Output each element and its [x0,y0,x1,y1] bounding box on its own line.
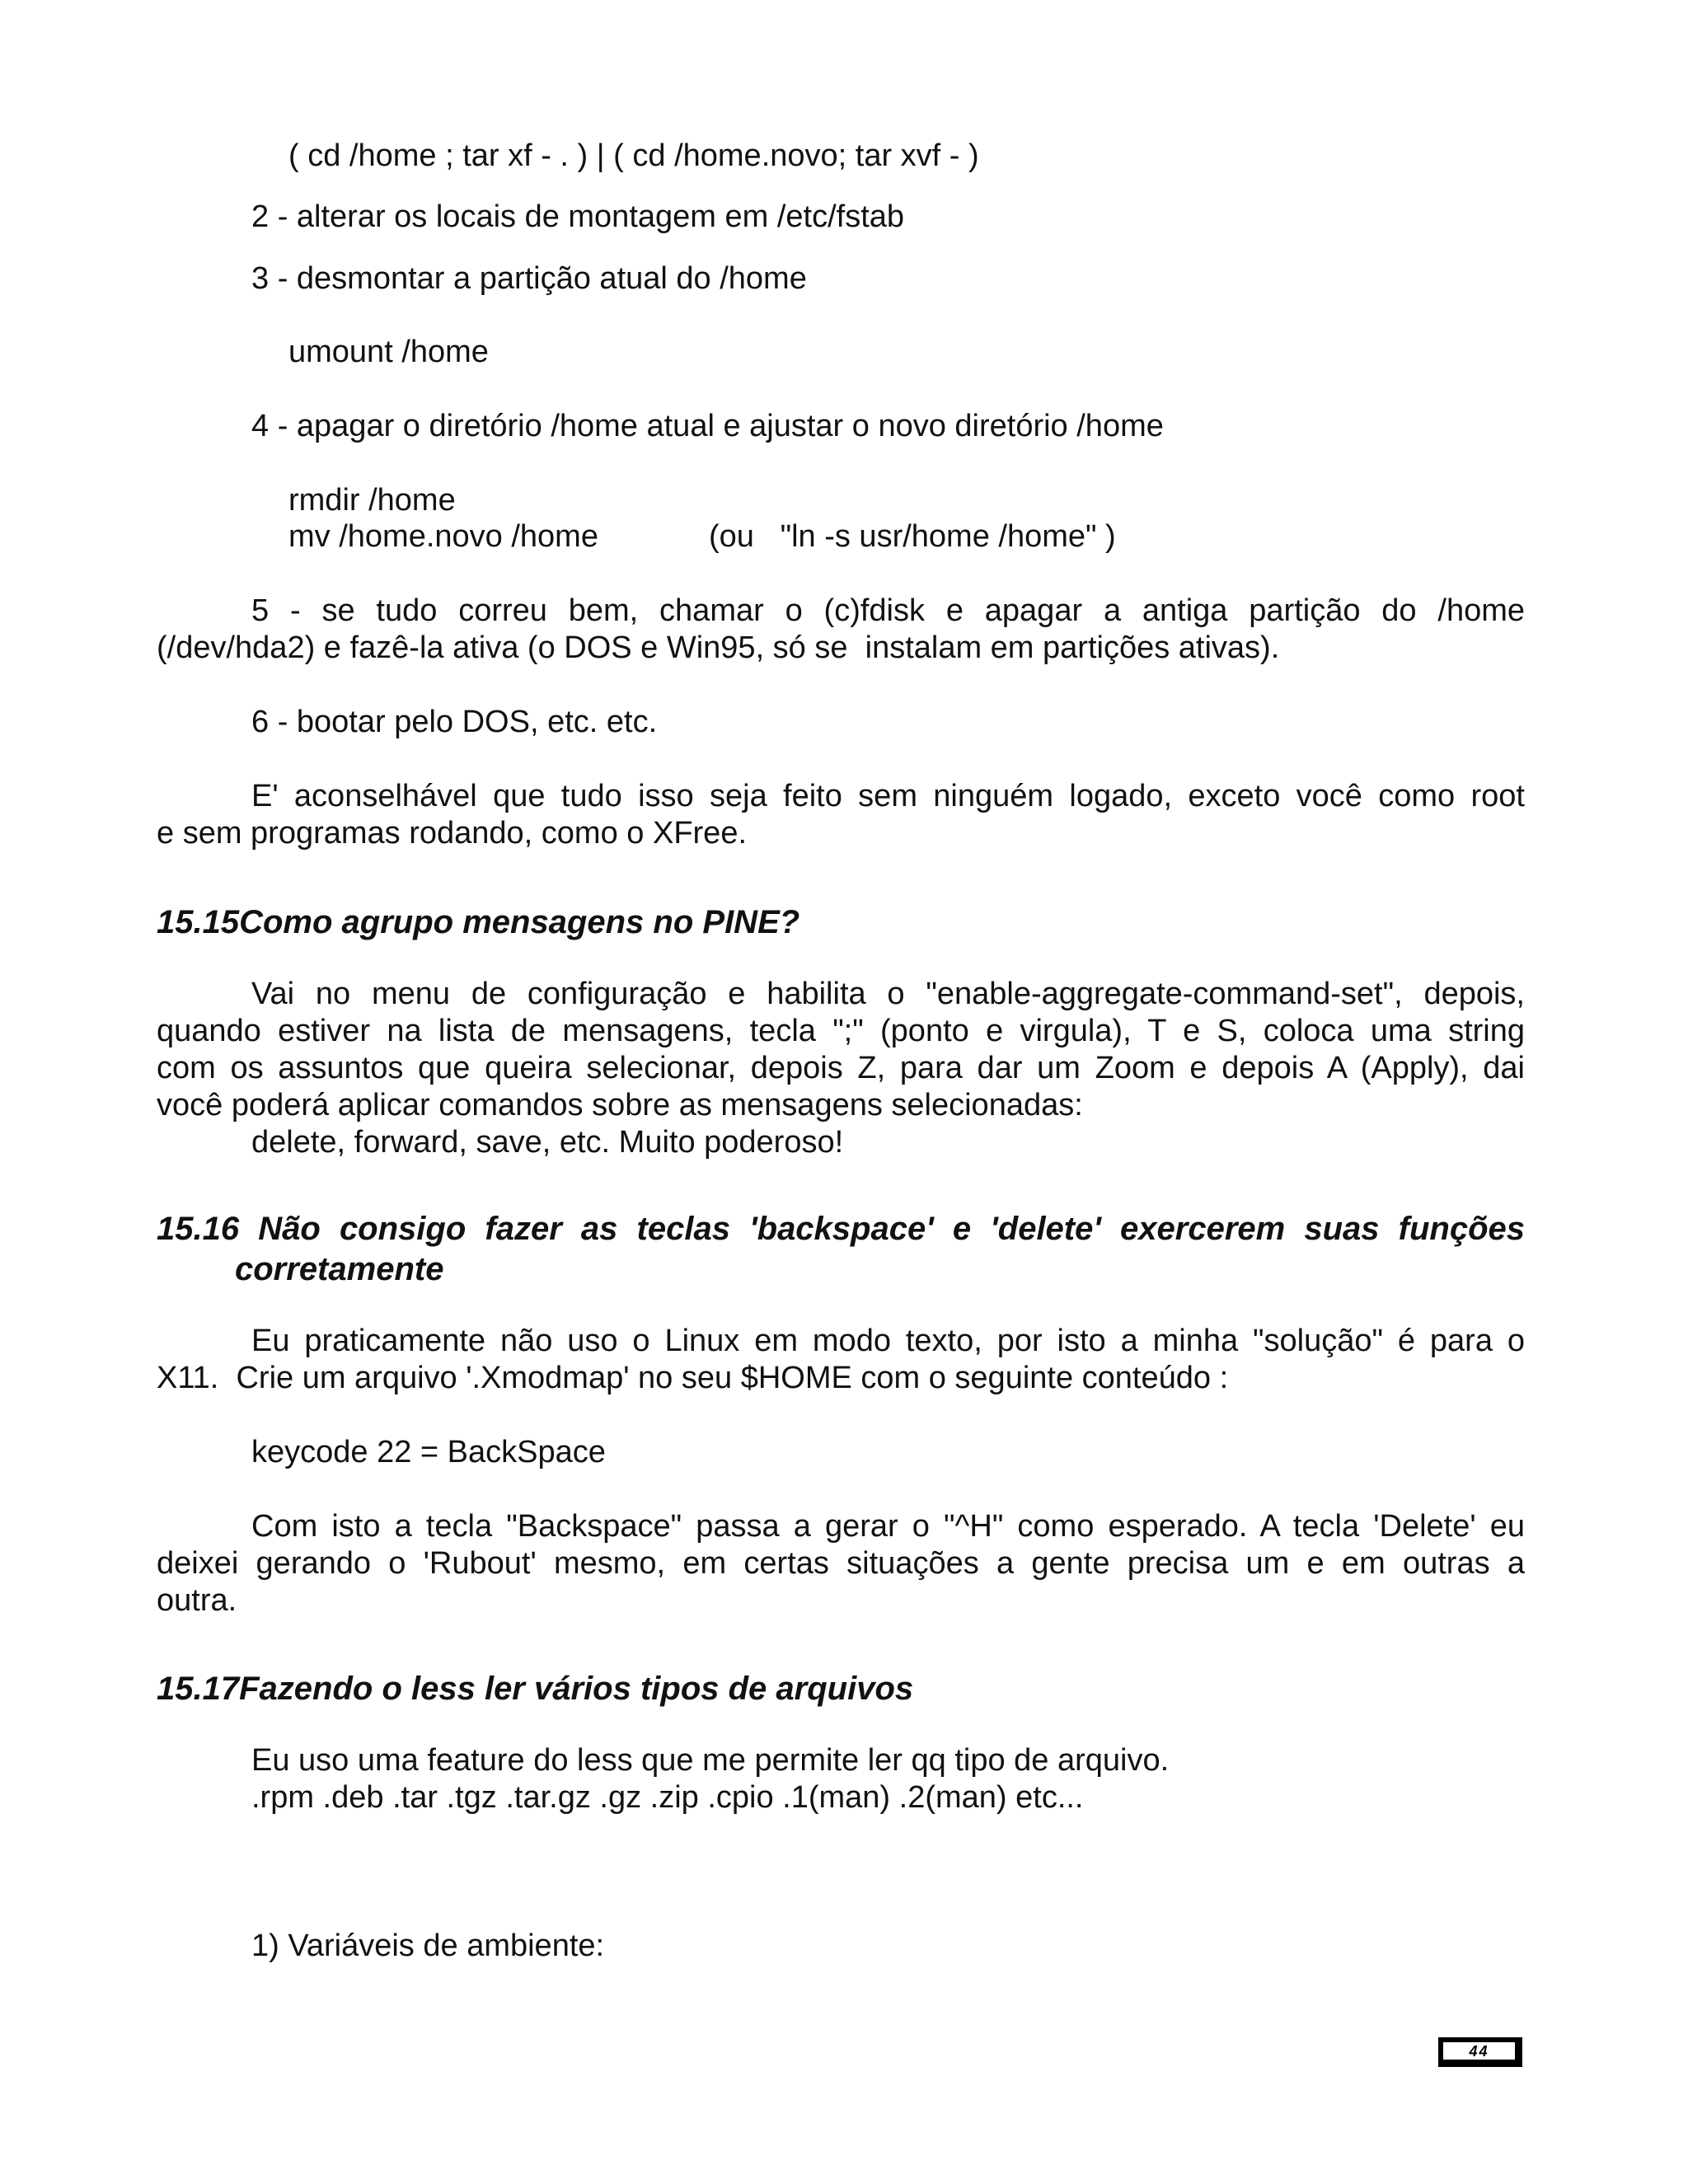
section-15-16-code: keycode 22 = BackSpace [251,1435,606,1469]
command-mv-alternative: (ou "ln -s usr/home /home" ) [709,519,1116,554]
command-tar-copy: ( cd /home ; tar xf - . ) | ( cd /home.novo; tar xvf - ) [288,138,979,173]
step-6-text: 6 - bootar pelo DOS, etc. etc. [251,705,658,739]
section-15-17-heading: 15.17Fazendo o less ler vários tipos de arquivos [157,1671,914,1707]
command-rmdir: rmdir /home [288,483,456,518]
section-15-15-line-2: quando estiver na lista de mensagens, tecla ";" (ponto e virgula), T e S, coloca uma string [157,1014,1525,1048]
section-15-16-heading-line-1: 15.16 Não consigo fazer as teclas 'backspace' e 'delete' exercerem suas funções [157,1211,1525,1247]
section-15-16-line-4: deixei gerando o 'Rubout' mesmo, em certas situações a gente precisa um e em outras a [157,1546,1525,1581]
section-15-15-line-1: Vai no menu de configuração e habilita o "enable-aggregate-command-set", depois, [251,977,1525,1011]
step-2-text: 2 - alterar os locais de montagem em /etc/fstab [251,199,905,234]
section-15-16-heading-line-2: corretamente [235,1251,444,1287]
command-mv: mv /home.novo /home [288,519,598,554]
section-15-15-line-3: com os assuntos que queira selecionar, depois Z, para dar um Zoom e depois A (Apply), dai [157,1051,1525,1085]
command-umount: umount /home [288,335,489,369]
advice-line-1: E' aconselhável que tudo isso seja feito sem ninguém logado, exceto você como root [251,779,1525,813]
section-15-16-line-1: Eu praticamente não uso o Linux em modo texto, por isto a minha "solução" é para o [251,1324,1525,1358]
section-15-15-line-4: você poderá aplicar comandos sobre as mensagens selecionadas: [157,1088,1083,1122]
step-5-line-1: 5 - se tudo correu bem, chamar o (c)fdisk e apagar a antiga partição do /home [251,593,1525,628]
section-15-15-heading: 15.15Como agrupo mensagens no PINE? [157,904,800,940]
section-15-15-line-5: delete, forward, save, etc. Muito poderoso! [251,1125,844,1160]
step-4-text: 4 - apagar o diretório /home atual e ajustar o novo diretório /home [251,409,1164,443]
step-3-text: 3 - desmontar a partição atual do /home [251,261,807,296]
advice-line-2: e sem programas rodando, como o XFree. [157,816,748,851]
section-15-17-line-1: Eu uso uma feature do less que me permite ler qq tipo de arquivo. [251,1743,1170,1778]
page-number-badge [1438,2037,1522,2067]
section-15-16-line-3: Com isto a tecla "Backspace" passa a gerar o "^H" como esperado. A tecla 'Delete' eu [251,1509,1525,1544]
section-15-16-line-2: X11. Crie um arquivo '.Xmodmap' no seu $HOME com o seguinte conteúdo : [157,1361,1229,1395]
section-15-17-line-3: 1) Variáveis de ambiente: [251,1929,605,1963]
section-15-16-line-5: outra. [157,1583,237,1618]
page-number: 44 [1469,2042,1489,2060]
section-15-17-line-2: .rpm .deb .tar .tgz .tar.gz .gz .zip .cpio .1(man) .2(man) etc... [251,1780,1084,1815]
step-5-line-2: (/dev/hda2) e fazê-la ativa (o DOS e Win95, só se instalam em partições ativas). [157,630,1280,665]
